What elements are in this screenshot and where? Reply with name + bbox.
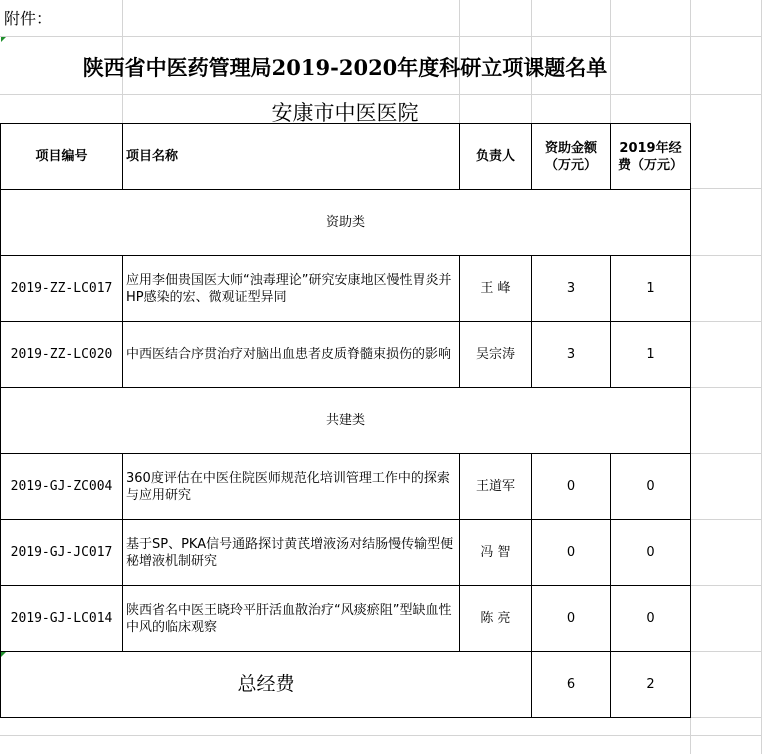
cell-leader[interactable]: 王 峰 — [460, 256, 532, 322]
gridline — [0, 94, 762, 95]
project-table — [0, 123, 691, 718]
header-row — [1, 124, 691, 190]
cell-funding-2019[interactable]: 1 — [611, 322, 691, 388]
cell-funding-2019[interactable]: 0 — [611, 520, 691, 586]
table-row — [1, 454, 691, 520]
total-amount[interactable]: 6 — [532, 652, 611, 718]
cell-code[interactable]: 2019-ZZ-LC017 — [1, 256, 123, 322]
gridline — [690, 585, 762, 586]
cell-code[interactable]: 2019-ZZ-LC020 — [1, 322, 123, 388]
cell-leader[interactable]: 王道军 — [460, 454, 532, 520]
category-row — [1, 388, 691, 454]
cell-amount[interactable]: 3 — [532, 256, 611, 322]
cell-code[interactable]: 2019-GJ-LC014 — [1, 586, 123, 652]
table-row — [1, 256, 691, 322]
cell-name[interactable]: 应用李佃贵国医大师“浊毒理论”研究安康地区慢性胃炎并HP感染的宏、微观证型异同 — [123, 256, 460, 322]
cell-leader[interactable]: 陈 亮 — [460, 586, 532, 652]
cell-leader[interactable]: 吴宗涛 — [460, 322, 532, 388]
gridline — [690, 255, 762, 256]
hospital-subtitle: 安康市中医医院 — [271, 101, 419, 125]
total-funding-2019[interactable]: 2 — [611, 652, 691, 718]
cell-name[interactable]: 基于SP、PKA信号通路探讨黄芪增液汤对结肠慢传输型便秘增液机制研究 — [123, 520, 460, 586]
cell-funding-2019[interactable]: 0 — [611, 454, 691, 520]
table-row — [1, 322, 691, 388]
cell-code[interactable]: 2019-GJ-JC017 — [1, 520, 123, 586]
gridline — [690, 188, 762, 189]
gridline — [690, 519, 762, 520]
gridline — [690, 453, 762, 454]
category-funded[interactable]: 资助类 — [1, 190, 691, 256]
attachment-label: 附件： — [4, 9, 53, 28]
header-code[interactable]: 项目编号 — [1, 124, 123, 190]
gridline — [690, 387, 762, 388]
cell-name[interactable]: 中西医结合序贯治疗对脑出血患者皮质脊髓束损伤的影响 — [123, 322, 460, 388]
table-row — [1, 520, 691, 586]
cell-amount[interactable]: 3 — [532, 322, 611, 388]
cell-leader[interactable]: 冯 智 — [460, 520, 532, 586]
table-row — [1, 586, 691, 652]
cell-funding-2019[interactable]: 0 — [611, 586, 691, 652]
total-label[interactable]: 总经费 — [1, 652, 532, 718]
category-joint[interactable]: 共建类 — [1, 388, 691, 454]
header-name[interactable]: 项目名称 — [123, 124, 460, 190]
cell-code[interactable]: 2019-GJ-ZC004 — [1, 454, 123, 520]
category-row — [1, 190, 691, 256]
cell-comment-marker — [1, 37, 6, 42]
page-title: 陕西省中医药管理局2019-2020年度科研立项课题名单 — [82, 55, 608, 80]
header-leader[interactable]: 负责人 — [460, 124, 532, 190]
cell-name[interactable]: 360度评估在中医住院医师规范化培训管理工作中的探索与应用研究 — [123, 454, 460, 520]
gridline — [690, 651, 762, 652]
cell-amount[interactable]: 0 — [532, 586, 611, 652]
gridline — [690, 321, 762, 322]
header-funding-2019[interactable]: 2019年经费（万元） — [611, 124, 691, 190]
cell-funding-2019[interactable]: 1 — [611, 256, 691, 322]
header-amount[interactable]: 资助金额（万元） — [532, 124, 611, 190]
gridline — [0, 36, 762, 37]
cell-amount[interactable]: 0 — [532, 454, 611, 520]
cell-amount[interactable]: 0 — [532, 520, 611, 586]
total-row — [1, 652, 691, 718]
cell-name[interactable]: 陕西省名中医王晓玲平肝活血散治疗“风痰瘀阻”型缺血性中风的临床观察 — [123, 586, 460, 652]
gridline — [0, 735, 762, 736]
